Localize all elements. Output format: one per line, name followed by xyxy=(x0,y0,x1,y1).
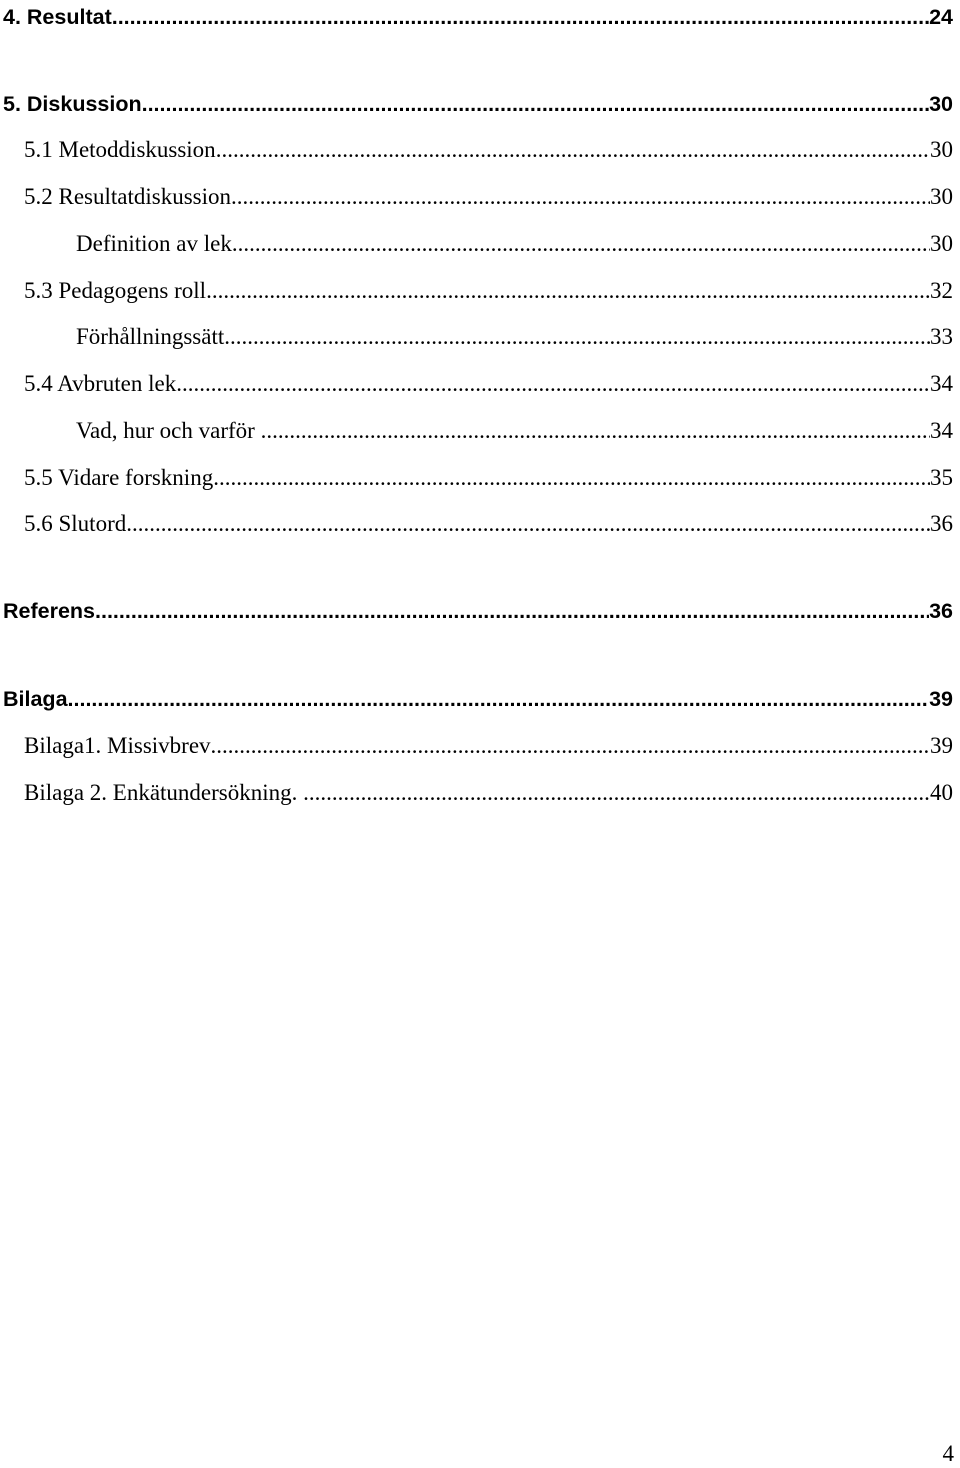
toc-leader-dots xyxy=(68,686,930,712)
toc-entry-title: 5.5 Vidare forskning xyxy=(24,465,214,490)
toc-entry-page: 36 xyxy=(929,599,953,623)
toc-entry-page: 30 xyxy=(930,184,953,209)
toc-entry-slutord[interactable] xyxy=(24,507,953,537)
toc-entry-page: 32 xyxy=(930,278,953,303)
toc-leader-dots xyxy=(224,324,930,350)
toc-entry-title: Referens xyxy=(3,599,96,623)
toc-entry-pedagogens-roll[interactable] xyxy=(24,274,953,304)
toc-leader-dots xyxy=(95,598,929,624)
toc-entry-page: 39 xyxy=(929,687,953,711)
toc-entry-page: 35 xyxy=(930,465,953,490)
toc-entry-title: 5. Diskussion xyxy=(3,92,142,116)
toc-entry-title: Bilaga1. Missivbrev xyxy=(24,733,211,758)
toc-entry-title: Förhållningssätt xyxy=(76,324,225,349)
toc-entry-forhallningssatt[interactable] xyxy=(76,320,953,350)
toc-entry-resultatdiskussion[interactable] xyxy=(24,180,953,210)
toc-entry-bilaga[interactable] xyxy=(3,682,953,712)
toc-entry-title: Definition av lek xyxy=(76,231,232,256)
toc-entry-vad-hur-och-varfor[interactable] xyxy=(76,414,953,444)
toc-entry-page: 36 xyxy=(930,511,953,536)
toc-entry-page: 33 xyxy=(930,324,953,349)
toc-entry-referens[interactable] xyxy=(3,594,953,624)
toc-entry-title: 5.1 Metoddiskussion xyxy=(24,137,216,162)
toc-leader-dots xyxy=(142,91,929,117)
toc-entry-page: 39 xyxy=(930,733,953,758)
toc-entry-diskussion[interactable] xyxy=(3,87,953,117)
toc-entry-resultat[interactable] xyxy=(3,0,953,30)
toc-leader-dots xyxy=(303,780,930,806)
toc-entry-title: Bilaga xyxy=(3,687,68,711)
page-number: 4 xyxy=(942,1441,954,1466)
toc-entry-missivbrev[interactable] xyxy=(24,729,953,759)
toc-entry-page: 34 xyxy=(930,371,953,396)
toc-leader-dots xyxy=(112,4,929,30)
toc-leader-dots xyxy=(261,418,930,444)
toc-entry-metoddiskussion[interactable] xyxy=(24,133,953,163)
toc-leader-dots xyxy=(232,231,930,257)
toc-leader-dots xyxy=(213,465,930,491)
toc-entry-enkatundersokning[interactable] xyxy=(24,776,953,806)
toc-leader-dots xyxy=(216,137,930,163)
toc-leader-dots xyxy=(211,733,930,759)
toc-entry-title: 4. Resultat xyxy=(3,5,112,29)
toc-leader-dots xyxy=(206,278,930,304)
toc-entry-title: 5.4 Avbruten lek xyxy=(24,371,177,396)
toc-leader-dots xyxy=(231,184,930,210)
toc-entry-definition-av-lek[interactable] xyxy=(76,227,953,257)
toc-entry-title: 5.2 Resultatdiskussion xyxy=(24,184,232,209)
toc-entry-title: Vad, hur och varför xyxy=(76,418,261,443)
toc-entry-page: 34 xyxy=(930,418,953,443)
toc-leader-dots xyxy=(126,511,930,537)
toc-entry-page: 30 xyxy=(929,92,953,116)
toc-entry-avbruten-lek[interactable] xyxy=(24,367,953,397)
toc-entry-title: Bilaga 2. Enkätundersökning. xyxy=(24,780,304,805)
toc-entry-page: 30 xyxy=(930,231,953,256)
toc-entry-page: 24 xyxy=(929,5,953,29)
toc-entry-page: 30 xyxy=(930,137,953,162)
toc-entry-vidare-forskning[interactable] xyxy=(24,461,953,491)
toc-entry-title: 5.6 Slutord xyxy=(24,511,127,536)
toc-entry-page: 40 xyxy=(930,780,953,805)
toc-leader-dots xyxy=(176,371,930,397)
toc-entry-title: 5.3 Pedagogens roll xyxy=(24,278,207,303)
